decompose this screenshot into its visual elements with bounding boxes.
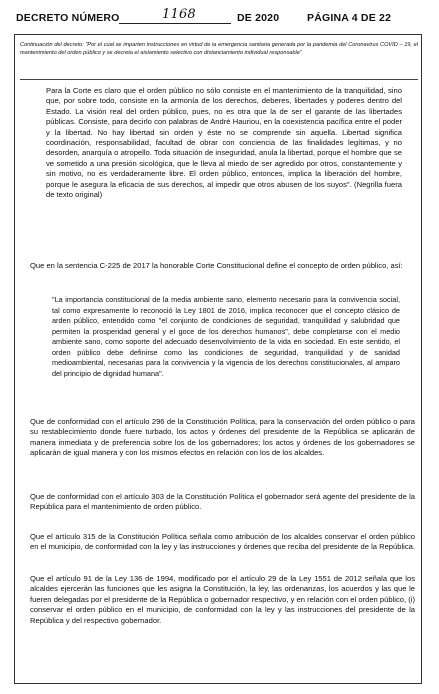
page-header bbox=[14, 7, 426, 26]
articulo-315-paragraph: Que el artículo 315 de la Constitución Política señala como atribución de los alcaldes conservar el orden público en el municipio, de conformidad con la ley y las instrucciones y órdenes que reciba del presidente de la República. bbox=[30, 532, 415, 552]
quote-importancia-paragraph: "La importancia constitucional de la media ambiente sano, elemento necesario para la convivencia social, tal como expresamente lo reconoció la Ley 1801 de 2016, implica reconocer que el concepto clásico de arden público, entendido como "el conjunto de condiciones de seguridad, tranquilidad y salubridad que permiten la prosperidad general y el goce de los derechos humanos", debe completarse con el medio ambiente sano, como soporte del adecuado desenvolvimiento de la vida en sociedad. En este sentido, el orden público debe definirse como las condiciones de seguridad, tranquilidad y de sanidad medioambiental, necesarias para la convivencia y la vigencia de los derechos constitucionales, al amparo del principio de dignidad humana". bbox=[52, 295, 400, 378]
page-number: PÁGINA 4 DE 22 bbox=[307, 12, 392, 24]
decreto-number: 1168 bbox=[162, 7, 196, 22]
decreto-year: DE 2020 bbox=[237, 12, 280, 24]
continuation-note: Continuación del decreto: "Por el cual se imparten instrucciones en virtud de la emergencia sanitaria generada por la pandemia del Coronavirus COVID – 19, el mantenimiento del orden público y se decreta el aislamiento selectivo con distanciamiento individual responsable" bbox=[20, 42, 418, 56]
decreto-label: DECRETO NÚMERO bbox=[16, 12, 120, 24]
decreto-number-underline bbox=[119, 23, 231, 24]
sentencia-paragraph: Que en la sentencia C-225 de 2017 la honorable Corte Constitucional define el concepto de orden público, así: bbox=[30, 261, 403, 270]
header-divider bbox=[20, 79, 418, 80]
articulo-91-paragraph: Que el artículo 91 de la Ley 136 de 1994, modificado por el artículo 29 de la Ley 1551 de 2012 señala que los alcaldes ejercerán las funciones que les asigna la Constitución, la ley, las ordenanzas, los acuerdos y las que le fueren delegadas por el presidente de la República o gobernador respectivo, y en relación con el orden público, (i) conservar el orden público en el municipio, de conformidad con la ley y las instrucciones del presidente de la República y del respectivo gobernador. bbox=[30, 574, 415, 625]
quote-corte-paragraph: Para la Corte es claro que el orden público no sólo consiste en el mantenimiento de la tranquilidad, sino que, por sobre todo, consiste en la armonía de los derechos, deberes, libertades y poderes dentro del Estado. La visión real del orden público, pues, no es otra que la de ser el garante de las libertades públicas. Consiste, para decirlo con palabras de André Hauriou, en la coexistencia pacífica entre el poder y la libertad. No hay libertad sin orden y éste no se comprende sin aquella. Libertad significa coordinación, responsabilidad, facultad de obrar con conciencia de las finalidades legítimas, y no desorden, anarquía o atropello. Toda situación de inseguridad, anula la libertad, porque el hombre que se ve sometido a una presión sicológica, que le lleva al miedo de ser agredido por otros, constantemente y sin motivo, no es verdaderamente libre. El orden público, entonces, implica la liberación del hombre, porque le asegura la eficacia de sus derechos, al impedir que otros abusen de los suyos". (Negrilla fuera de texto original) bbox=[46, 86, 402, 200]
articulo-303-paragraph: Que de conformidad con el artículo 303 de la Constitución Política el gobernador será agente del presidente de la República para el mantenimiento de orden público. bbox=[30, 492, 415, 512]
articulo-296-paragraph: Que de conformidad con el artículo 296 de la Constitución Política, para la conservación del orden público o para su restablecimiento donde fuere turbado, los actos y órdenes del presidente de la República se aplicarán de manera inmediata y de preferencia sobre los de los gobernadores; los actos y órdenes de los gobernadores se aplicarán de igual manera y con los mismos efectos en relación con los de los alcaldes. bbox=[30, 417, 415, 458]
